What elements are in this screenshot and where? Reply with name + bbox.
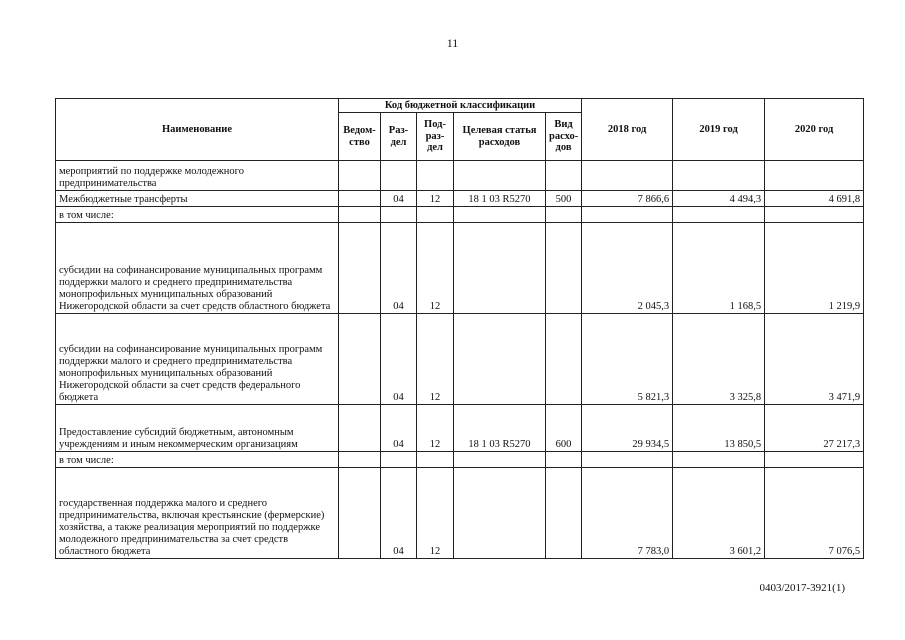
row-name: Межбюджетные трансферты: [56, 191, 339, 207]
document-code: 0403/2017-3921(1): [759, 582, 845, 594]
row-name: в том числе:: [56, 452, 339, 468]
row-podrazdel: [417, 452, 454, 468]
row-target: 18 1 03 R5270: [454, 405, 546, 452]
row-razdel: 04: [381, 405, 417, 452]
row-2019: [673, 207, 765, 223]
row-target: [454, 207, 546, 223]
header-2019: 2019 год: [673, 99, 765, 161]
row-name: в том числе:: [56, 207, 339, 223]
row-name: Предоставление субсидий бюджетным, автономным учреждениям и иным некоммерческим организациям: [56, 405, 339, 452]
row-razdel: 04: [381, 223, 417, 314]
row-name: государственная поддержка малого и среднего предпринимательства, включая крестьянские (фермерские) хозяйства, а также реализация мероприятий по поддержке молодежного предпринимательства за счет средств областного бюджета: [56, 468, 339, 559]
row-2020: [765, 452, 864, 468]
table-row: [56, 191, 864, 207]
table-row: [56, 468, 864, 559]
header-code-group: Код бюджетной классификации: [339, 99, 582, 113]
row-target: [454, 223, 546, 314]
row-name: субсидии на софинансирование муниципальных программ поддержки малого и среднего предпринимательства монопрофильных муниципальных образований Нижегородской области за счет средств федерального бюджета: [56, 314, 339, 405]
budget-table: [55, 98, 864, 559]
row-ved: [339, 207, 381, 223]
row-target: [454, 452, 546, 468]
row-target: 18 1 03 R5270: [454, 191, 546, 207]
row-podrazdel: [417, 207, 454, 223]
row-vid: [546, 452, 582, 468]
row-razdel: 04: [381, 191, 417, 207]
row-2020: 27 217,3: [765, 405, 864, 452]
row-razdel: [381, 452, 417, 468]
row-2019: 1 168,5: [673, 223, 765, 314]
header-vid: Вид расхо-дов: [546, 113, 582, 161]
row-2019: 3 601,2: [673, 468, 765, 559]
header-2018: 2018 год: [582, 99, 673, 161]
row-2018: 29 934,5: [582, 405, 673, 452]
row-vid: 500: [546, 191, 582, 207]
row-ved: [339, 468, 381, 559]
row-podrazdel: 12: [417, 223, 454, 314]
row-razdel: [381, 161, 417, 191]
row-podrazdel: 12: [417, 405, 454, 452]
row-2019: 3 325,8: [673, 314, 765, 405]
row-ved: [339, 161, 381, 191]
row-ved: [339, 452, 381, 468]
row-vid: [546, 468, 582, 559]
row-podrazdel: [417, 161, 454, 191]
table-row: [56, 452, 864, 468]
row-2018: 7 783,0: [582, 468, 673, 559]
row-2019: 13 850,5: [673, 405, 765, 452]
row-razdel: 04: [381, 468, 417, 559]
row-2020: [765, 161, 864, 191]
row-2018: 5 821,3: [582, 314, 673, 405]
row-vid: [546, 207, 582, 223]
row-2020: [765, 207, 864, 223]
table-row: [56, 314, 864, 405]
row-name: субсидии на софинансирование муниципальных программ поддержки малого и среднего предпринимательства монопрофильных муниципальных образований Нижегородской области за счет средств областного бюджета: [56, 223, 339, 314]
row-name: мероприятий по поддержке молодежного предпринимательства: [56, 161, 339, 191]
row-ved: [339, 223, 381, 314]
row-ved: [339, 314, 381, 405]
row-razdel: 04: [381, 314, 417, 405]
row-podrazdel: 12: [417, 314, 454, 405]
row-2018: [582, 207, 673, 223]
header-vedomstvo: Ведом-ство: [339, 113, 381, 161]
row-target: [454, 161, 546, 191]
row-razdel: [381, 207, 417, 223]
row-2019: [673, 452, 765, 468]
header-name: Наименование: [56, 99, 339, 161]
row-vid: [546, 161, 582, 191]
row-2020: 3 471,9: [765, 314, 864, 405]
header-razdel: Раз-дел: [381, 113, 417, 161]
row-ved: [339, 405, 381, 452]
header-2020: 2020 год: [765, 99, 864, 161]
row-2018: [582, 161, 673, 191]
row-2020: 7 076,5: [765, 468, 864, 559]
table-row: [56, 405, 864, 452]
row-vid: [546, 223, 582, 314]
row-2020: 4 691,8: [765, 191, 864, 207]
row-2020: 1 219,9: [765, 223, 864, 314]
row-vid: [546, 314, 582, 405]
row-2019: 4 494,3: [673, 191, 765, 207]
table-row: [56, 161, 864, 191]
header-target: Целевая статья расходов: [454, 113, 546, 161]
header-podrazdel: Под-раз-дел: [417, 113, 454, 161]
row-2018: 2 045,3: [582, 223, 673, 314]
row-2018: [582, 452, 673, 468]
row-2018: 7 866,6: [582, 191, 673, 207]
row-podrazdel: 12: [417, 191, 454, 207]
row-target: [454, 314, 546, 405]
row-target: [454, 468, 546, 559]
page-number: 11: [446, 36, 459, 50]
row-podrazdel: 12: [417, 468, 454, 559]
table-row: [56, 223, 864, 314]
row-vid: 600: [546, 405, 582, 452]
row-ved: [339, 191, 381, 207]
row-2019: [673, 161, 765, 191]
table-row: [56, 207, 864, 223]
